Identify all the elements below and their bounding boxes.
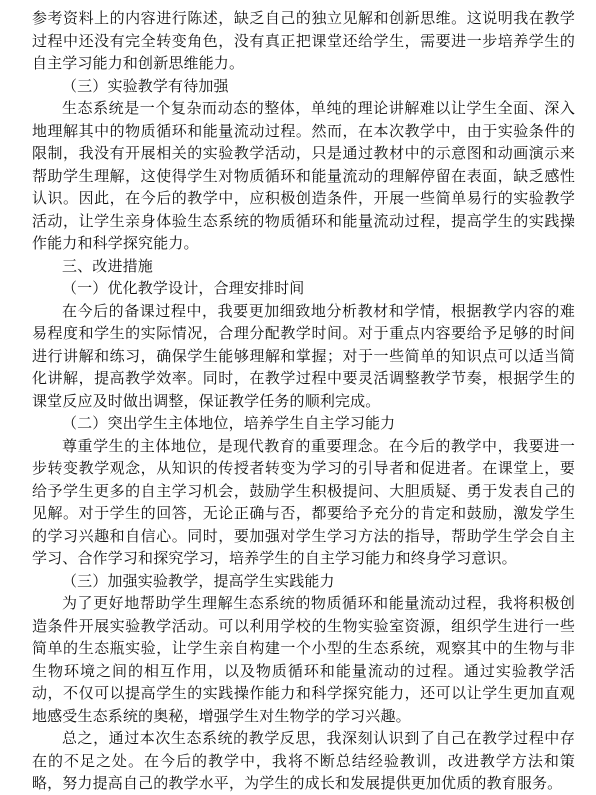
paragraph-optimize-design: 在今后的备课过程中，我要更加细致地分析教材和学情，根据教学内容的难易程度和学生的实际情况，合理分配教学时间。对于重点内容要给予足够的时间进行讲解和练习，确保学生能够理解和掌握；对于一些简单的知识点可以适当简化讲解，提高教学效率。同时，在教学过程中要灵活调整教学节奏，根据学生的课堂反应及时做出调整，保证教学任务的顺利完成。 — [32, 301, 575, 410]
paragraph-student-subject: 尊重学生的主体地位，是现代教育的重要理念。在今后的教学中，我要进一步转变教学观念，从知识的传授者转变为学习的引导者和促进者。在课堂上，要给予学生更多的自主学习机会，鼓励学生积极提问、大胆质疑、勇于发表自己的见解。对于学生的回答，无论正确与否，都要给予充分的肯定和鼓励，激发学生的学习兴趣和自信心。同时，要加强对学生学习方法的指导，帮助学生学会自主学习、合作学习和探究学习，培养学生的自主学习能力和终身学习意识。 — [32, 436, 575, 567]
subheading-strengthen-experiments: （三）加强实验教学，提高学生实践能力 — [62, 571, 335, 590]
paragraph-strengthen-experiments: 为了更好地帮助学生理解生态系统的物质循环和能量流动过程，我将积极创造条件开展实验教学活动。可以利用学校的生物实验室资源，组织学生进行一些简单的生态瓶实验，让学生亲自构建一个小型的生态系统，观察其中的生物与非生物环境之间的相互作用，以及物质循环和能量流动的过程。通过实验教学活动，不仅可以提高学生的实践操作能力和科学探究能力，还可以让学生更加直观地感受生态系统的奥秘，增强学生对生物学的学习兴趣。 — [32, 594, 575, 725]
paragraph-conclusion: 总之，通过本次生态系统的教学反思，我深刻认识到了自己在教学过程中存在的不足之处。在今后的教学中，我将不断总结经验教训，改进教学方法和策略，努力提高自己的教学水平，为学生的成长和发展提供更加优质的教育服务。 — [32, 729, 575, 792]
section-heading-improvements: 三、改进措施 — [62, 256, 153, 275]
paragraph-continued: 参考资料上的内容进行陈述，缺乏自己的独立见解和创新思维。这说明我在教学过程中还没有完全转变角色，没有真正把课堂还给学生，需要进一步培养学生的自主学习能力和创新思维能力。 — [32, 9, 575, 72]
section-heading-experiment: （三）实验教学有待加强 — [62, 76, 229, 95]
paragraph-experiment: 生态系统是一个复杂而动态的整体，单纯的理论讲解难以让学生全面、深入地理解其中的物质循环和能量流动过程。然而，在本次教学中，由于实验条件的限制，我没有开展相关的实验教学活动，只是通过教材中的示意图和动画演示来帮助学生理解，这使得学生对物质循环和能量流动的理解停留在表面，缺乏感性认识。因此，在今后的教学中，应积极创造条件，开展一些简单易行的实验教学活动，让学生亲身体验生态系统的物质循环和能量流动过程，提高学生的实践操作能力和科学探究能力。 — [32, 99, 575, 252]
subheading-student-subject: （二）突出学生主体地位，培养学生自主学习能力 — [62, 414, 396, 432]
subheading-optimize-design: （一）优化教学设计，合理安排时间 — [62, 279, 305, 297]
